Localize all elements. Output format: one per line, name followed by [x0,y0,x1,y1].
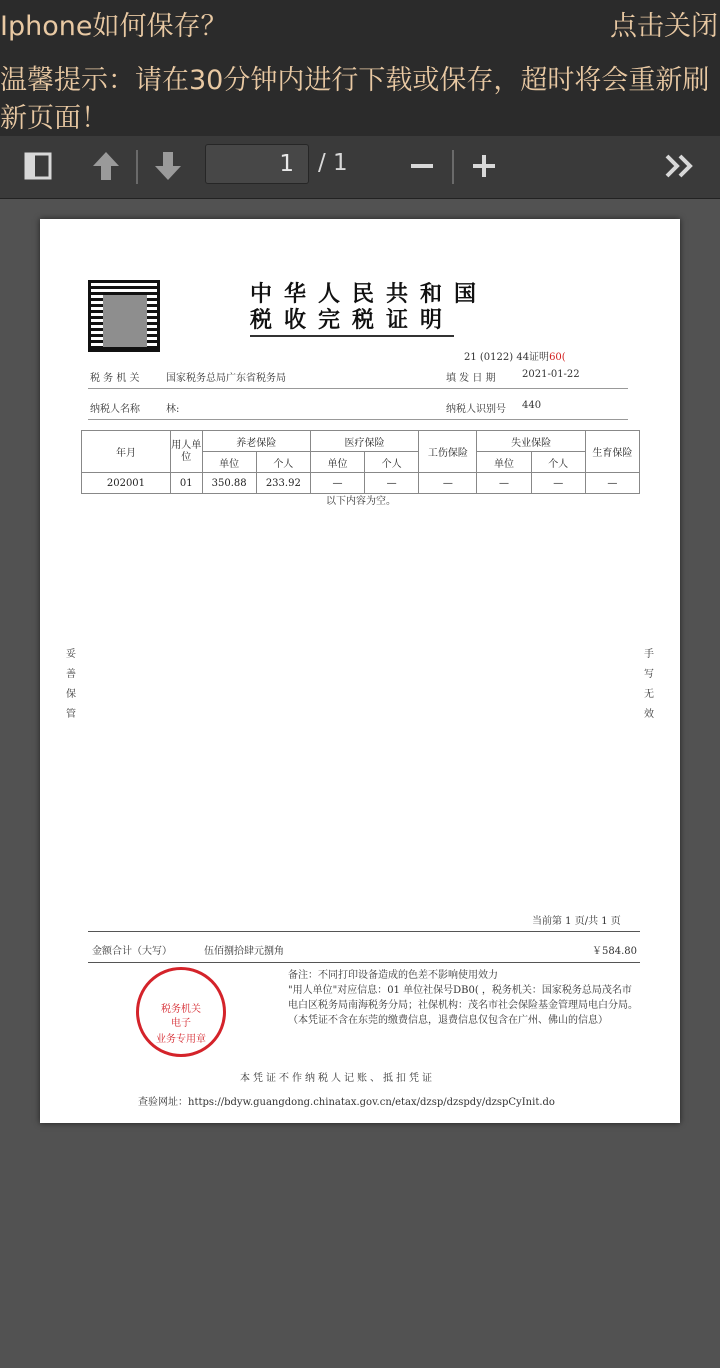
doc-title-line2: 税收完税证明 [250,303,454,337]
cell-unemployment-unit: — [477,473,531,494]
cell-maternity: — [585,473,639,494]
page-total: / 1 [318,150,348,176]
right-vertical-note: 手写无效 [644,649,654,720]
col-header-personal: 个人 [365,452,419,473]
arrow-up-icon [92,151,120,181]
insurance-table [81,430,640,494]
col-header-personal: 个人 [256,452,310,473]
cell-month: 202001 [82,473,171,494]
sidebar-toggle-icon [24,152,52,180]
double-chevron-right-icon [664,153,696,179]
zoom-out-icon [410,154,434,178]
cell-pension-unit: 350.88 [202,473,256,494]
issue-date-label: 填 发 日 期 [446,373,496,384]
col-header-medical: 医疗保险 [310,431,418,452]
issue-date-value: 2021-01-22 [522,369,580,380]
taxpayer-name-value: 林: [166,404,180,415]
col-header-injury: 工伤保险 [419,431,477,473]
left-vertical-note: 妥善保管 [66,649,76,720]
tax-authority-value: 国家税务总局广东省税务局 [166,373,286,384]
previous-page-button[interactable] [90,146,122,186]
table-row [82,473,640,494]
col-header-employer: 用人单位 [170,431,202,473]
qr-code [88,280,160,352]
cell-pension-personal: 233.92 [256,473,310,494]
col-header-unit: 单位 [477,452,531,473]
taxpayer-id-value: 440 [522,400,542,411]
verify-url[interactable]: 查验网址：https://bdyw.guangdong.chinatax.gov.cn/etax/dzsp/dzspdy/dzspCyInit.do [138,1097,555,1108]
page-number-input[interactable] [205,144,309,184]
col-header-pension: 养老保险 [202,431,310,452]
cell-medical-personal: — [365,473,419,494]
tax-authority-label: 税 务 机 关 [90,373,140,384]
total-words: 伍佰捌拾肆元捌角 [204,946,284,957]
cell-unemployment-personal: — [531,473,585,494]
how-to-save-link[interactable]: Iphone如何保存？ [0,11,228,42]
pdf-toolbar [0,136,720,199]
doc-title-line1: 中华人民共和国 [250,281,489,307]
divider [88,419,628,420]
zoom-in-icon [472,154,496,178]
certificate-number: 21 (0122) 44证明60( [464,352,566,363]
col-header-unit: 单位 [202,452,256,473]
total-label: 金额合计（大写） [92,946,172,957]
cell-employer: 01 [170,473,202,494]
more-tools-button[interactable] [662,146,698,186]
col-header-maternity: 生育保险 [585,431,639,473]
pdf-page [40,219,680,1123]
cell-injury: — [419,473,477,494]
cell-medical-unit: — [310,473,364,494]
taxpayer-id-label: 纳税人识别号 [446,404,506,415]
col-header-personal: 个人 [531,452,585,473]
arrow-down-icon [154,151,182,181]
col-header-unit: 单位 [310,452,364,473]
page-info: 当前第 1 页/共 1 页 [532,916,621,927]
empty-note: 以下内容为空。 [326,496,396,507]
divider [88,962,640,963]
footer-note: 本凭证不作纳税人记账、抵扣凭证 [240,1073,435,1084]
divider [88,388,628,389]
divider [88,931,640,932]
toolbar-divider [452,150,454,184]
zoom-in-button[interactable] [470,146,498,186]
col-header-month: 年月 [82,431,171,473]
toolbar-divider [136,150,138,184]
next-page-button[interactable] [152,146,184,186]
col-header-unemployment: 失业保险 [477,431,585,452]
close-banner-button[interactable]: 点击关闭 [610,11,718,42]
timeout-tip: 温馨提示：请在30分钟内进行下载或保存，超时将会重新刷新页面！ [0,65,710,134]
remark-text: 备注：不同打印设备造成的色差不影响使用效力 "用人单位"对应信息：01 单位社保号DB0( ，税务机关：国家税务总局茂名市电白区税务局南海税务分局；社保机构：茂名市社会保险基金管理局电白分局。（本凭证不含在东莞的缴费信息，退费信息仅包含在广州、佛山的信息） [288,970,638,1026]
taxpayer-name-label: 纳税人名称 [90,404,140,415]
instruction-banner [0,0,720,136]
zoom-out-button[interactable] [408,146,436,186]
sidebar-toggle-button[interactable] [22,146,54,186]
official-seal: 税务机关 电子 业务专用章 [136,967,226,1057]
total-amount: ￥584.80 [592,946,637,957]
